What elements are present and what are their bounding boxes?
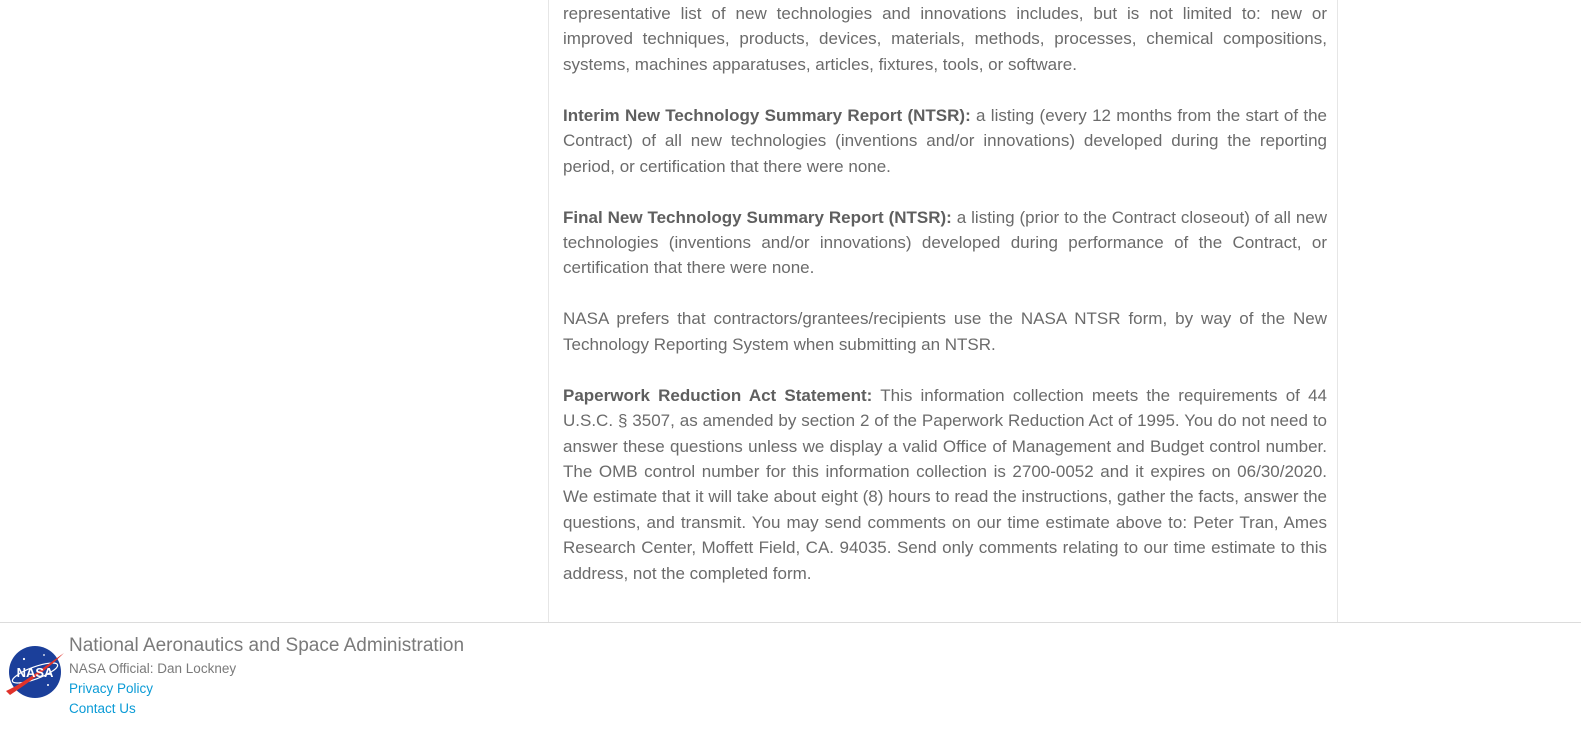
nasa-logo-icon: [4, 645, 64, 701]
nasa-official: NASA Official: Dan Lockney: [69, 661, 237, 676]
contact-us-link[interactable]: Contact Us: [69, 701, 136, 716]
technologies-paragraph: representative list of new technologies and innovations includes, but is not limited to: new or improved techniques, products, devices, materials, methods, processes, chemical compositions, systems, machines apparatuses, articles, fixtures, tools, or software.: [563, 4, 1327, 74]
interim-ntsr-paragraph: [563, 103, 1327, 179]
agency-name: National Aeronautics and Space Administration: [69, 635, 465, 656]
paperwork-heading: Paperwork Reduction Act Statement:: [563, 385, 873, 405]
site-footer: [0, 622, 1581, 744]
final-ntsr-heading: Final New Technology Summary Report (NTSR):: [563, 207, 952, 227]
final-ntsr-paragraph: [563, 205, 1327, 281]
final-ntsr-text: a listing (prior to the Contract closeout) of all new technologies (inventions and/or innovations) developed during performance of the Contract, or certification that there were none.: [563, 207, 1328, 278]
nasa-logo-text: NASA: [16, 665, 54, 680]
paperwork-text: This information collection meets the requirements of 44 U.S.C. § 3507, as amended by section 2 of the Paperwork Reduction Act of 1995. You do not need to answer these questions unless we display a valid Office of Management and Budget control number. The OMB control number for this information collection is 2700-0052 and it expires on 06/30/2020. We estimate that it will take about eight (8) hours to read the instructions, gather the facts, answer the questions, and transmit. You may send comments on our time estimate above to: Peter Tran, Ames Research Center, Moffett Field, CA. 94035. Send only comments relating to our time estimate to this address, not the completed form.: [563, 385, 1328, 583]
footer-text-block: [69, 633, 464, 719]
content-body: [563, 1, 1327, 612]
ntsr-preference-paragraph: NASA prefers that contractors/grantees/recipients use the NASA NTSR form, by way of the New Technology Reporting System when submitting an NTSR.: [563, 309, 1327, 354]
interim-ntsr-heading: Interim New Technology Summary Report (NTSR):: [563, 105, 971, 125]
privacy-policy-link[interactable]: Privacy Policy: [69, 681, 154, 696]
main-content-column: [548, 0, 1338, 622]
paperwork-paragraph: [563, 383, 1327, 586]
interim-ntsr-text: a listing (every 12 months from the start of the Contract) of all new technologies (inventions and/or innovations) developed during the reporting period, or certification that there were none.: [563, 105, 1327, 176]
